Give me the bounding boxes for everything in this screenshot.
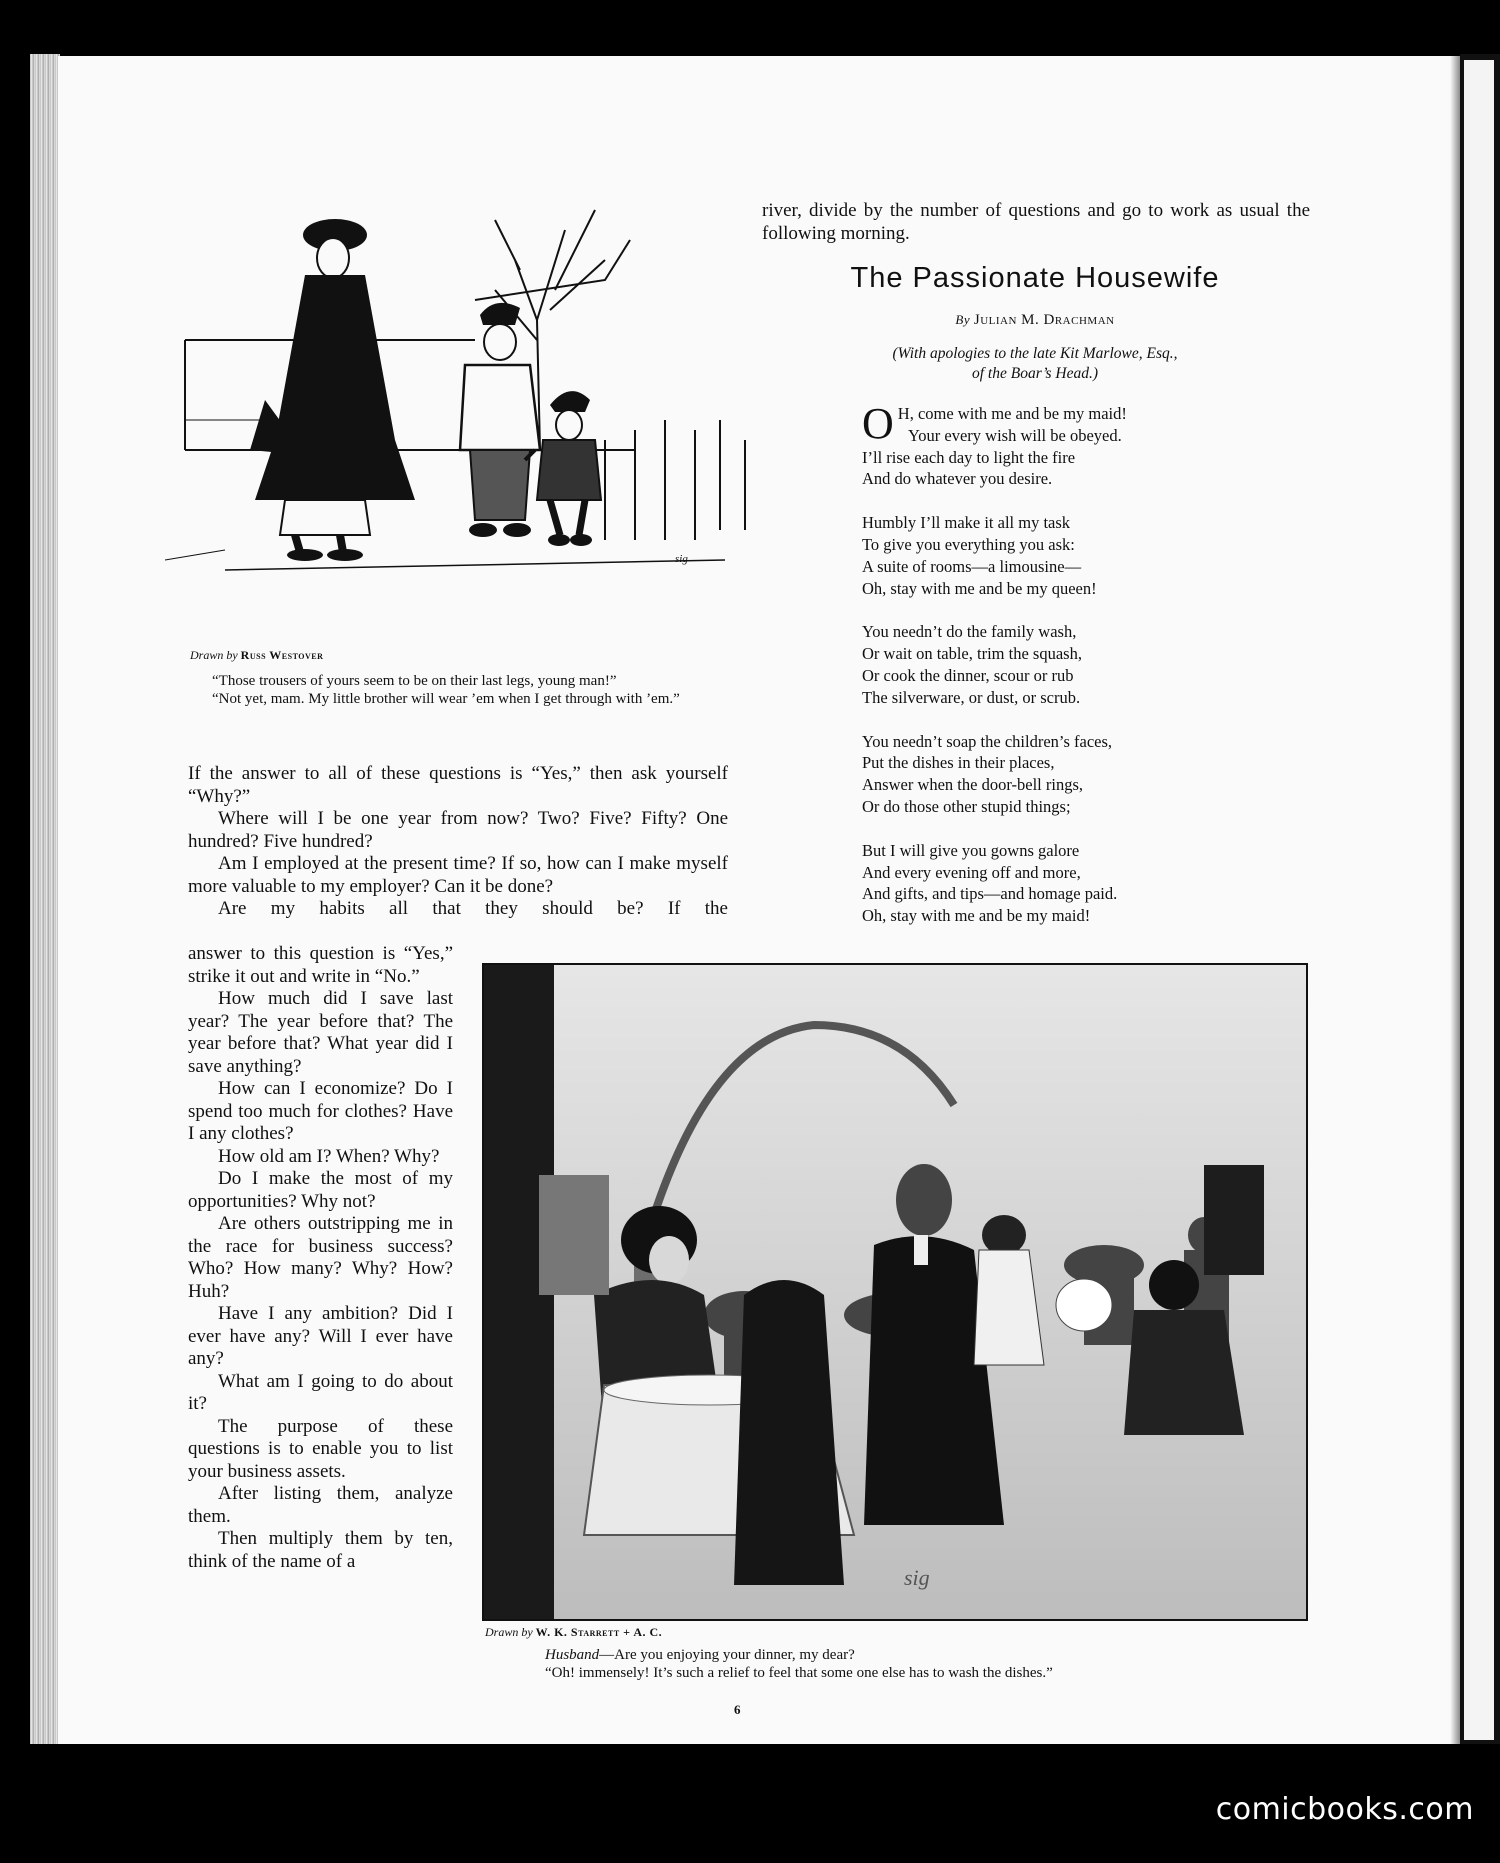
- paragraph: If the answer to all of these questions is “Yes,” then ask yourself “Why?”: [188, 763, 728, 807]
- poem-line: The silverware, or dust, or scrub.: [862, 687, 1081, 707]
- poem-line: Put the dishes in their places,: [862, 753, 1055, 773]
- paragraph: Am I employed at the present time? If so, how can I make myself more valuable to my employer? Can it be done?: [188, 853, 728, 897]
- book-binding-edge: [30, 54, 60, 1744]
- paragraph: river, divide by the number of questions and go to work as usual the following morning.: [762, 200, 1310, 244]
- drop-cap: O: [862, 399, 894, 448]
- paragraph: Are others outstripping me in the race for business success? Who? How many? Why? How? Huh?: [188, 1213, 453, 1302]
- caption-line: “Oh! immensely! It’s such a relief to feel that some one else has to wash the dishes.”: [545, 1665, 1053, 1681]
- poem-line: Humbly I’ll make it all my task: [862, 513, 1071, 533]
- stanza: [862, 621, 1282, 708]
- artist-name: W. K. Starrett + A. C.: [535, 1625, 663, 1639]
- caption-line: “Those trousers of yours seem to be on their last legs, young man!”: [212, 673, 617, 689]
- caption-text: —Are you enjoying your dinner, my dear?: [599, 1647, 855, 1663]
- credit-prefix: Drawn by: [485, 1625, 533, 1639]
- caption-line: “Not yet, mam. My little brother will wear ’em when I get through with ’em.”: [212, 691, 680, 707]
- credit-prefix: Drawn by: [190, 648, 238, 662]
- poem-line: Or cook the dinner, scour or rub: [862, 665, 1074, 685]
- caption-speaker: Husband: [545, 1647, 600, 1663]
- dedication-line: of the Boar’s Head.): [972, 365, 1098, 382]
- poem-body: [862, 399, 1282, 949]
- artist-name: Russ Westover: [240, 648, 324, 662]
- poem-line: Oh, stay with me and be my maid!: [862, 906, 1091, 926]
- illustration-restaurant-scene: [482, 963, 1308, 1621]
- paragraph: How old am I? When? Why?: [218, 1145, 440, 1167]
- poem-byline: [800, 312, 1270, 329]
- paragraph: What am I going to do about it?: [188, 1370, 453, 1414]
- paragraph: Where will I be one year from now? Two? Five? Fifty? One hundred? Five hundred?: [188, 808, 728, 852]
- paragraph: Are my habits all that they should be? If the: [218, 898, 728, 919]
- poem-line: Oh, stay with me and be my queen!: [862, 578, 1097, 598]
- paragraph: How much did I save last year? The year before that? The year before that? What year did I save anything?: [188, 988, 453, 1077]
- stanza: [862, 399, 1282, 490]
- left-narrow-column-text: [188, 943, 453, 1573]
- stanza: [862, 731, 1282, 818]
- illustration-woman-and-boys: [165, 200, 755, 640]
- paragraph: answer to this question is “Yes,” strike it out and write in “No.”: [188, 943, 453, 987]
- author-name: Julian M. Drachman: [973, 312, 1115, 328]
- poem-line: And every evening off and more,: [862, 862, 1081, 882]
- paragraph: After listing them, analyze them.: [188, 1483, 453, 1527]
- poem-line: H, come with me and be my maid!: [897, 404, 1127, 423]
- scan-top-border: [0, 0, 1500, 54]
- paragraph: Then multiply them by ten, think of the name of a: [188, 1528, 453, 1572]
- illustration2-credit: [485, 1625, 662, 1640]
- left-column-text: [188, 763, 728, 921]
- paragraph: How can I economize? Do I spend too much for clothes? Have I any clothes?: [188, 1078, 453, 1144]
- right-column-continuation: [762, 200, 1310, 245]
- facing-page-sliver: [1464, 60, 1494, 1740]
- poem-line: Or do those other stupid things;: [862, 796, 1071, 816]
- paragraph: The purpose of these questions is to enable you to list your business assets.: [188, 1415, 453, 1482]
- illustration1-caption: [190, 672, 715, 708]
- watermark-text: comicbooks.com: [1215, 1792, 1474, 1827]
- svg-text:sig: sig: [675, 553, 688, 565]
- page-number: 6: [734, 1702, 741, 1717]
- poem-line: But I will give you gowns galore: [862, 840, 1080, 860]
- caption-line: [545, 1646, 1315, 1664]
- illustration1-credit: [190, 648, 323, 663]
- poem-line: Answer when the door-bell rings,: [862, 775, 1083, 795]
- poem-title: The Passionate Housewife: [850, 262, 1220, 294]
- poem-line: Or wait on table, trim the squash,: [862, 644, 1082, 664]
- dedication-line: (With apologies to the late Kit Marlowe, Esq.,: [892, 345, 1178, 362]
- stanza: [862, 512, 1282, 599]
- byline-prefix: By: [955, 312, 971, 327]
- poem-line: To give you everything you ask:: [862, 534, 1075, 554]
- stanza: [862, 840, 1282, 927]
- poem-line: And do whatever you desire.: [862, 469, 1053, 489]
- paragraph: Have I any ambition? Did I ever have any? Will I ever have any?: [188, 1303, 453, 1369]
- poem-line: I’ll rise each day to light the fire: [862, 447, 1076, 467]
- poem-line: A suite of rooms—a limousine—: [862, 556, 1082, 576]
- poem-line: Your every wish will be obeyed.: [908, 425, 1122, 445]
- poem-dedication: [800, 344, 1270, 384]
- poem-line: You needn’t do the family wash,: [862, 622, 1077, 642]
- svg-text:sig: sig: [904, 1565, 930, 1590]
- illustration2-caption: [545, 1646, 1315, 1682]
- poem-line: And gifts, and tips—and homage paid.: [862, 884, 1118, 904]
- poem-line: You needn’t soap the children’s faces,: [862, 731, 1113, 751]
- paragraph: Do I make the most of my opportunities? Why not?: [188, 1168, 453, 1212]
